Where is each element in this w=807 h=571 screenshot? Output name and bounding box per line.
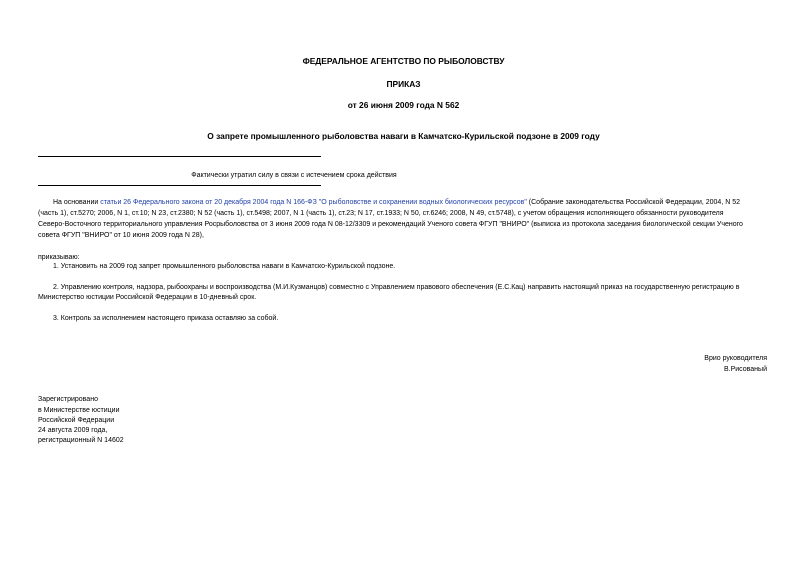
registration-date: 24 августа 2009 года,	[38, 427, 108, 434]
divider-top	[38, 156, 321, 157]
document-type: ПРИКАЗ	[386, 79, 421, 89]
signature-role: Врио руководителя	[704, 355, 767, 362]
order-item-1: 1. Установить на 2009 год запрет промышленного рыболовства наваги в Камчатско-Курильской подзоне.	[53, 263, 396, 270]
preamble-line-1	[53, 197, 740, 208]
preamble-line-2: (часть 1), ст.5270; 2006, N 1, ст.10; N 23, ст.2380; N 52 (часть 1), ст.5498; 2007, N 1 (часть 1), ст.23; N 17, ст.1933; N 50, ст.6246; 2008, N 49, ст.5748), с учетом обращения исполняющего обязанности руководителя	[38, 210, 724, 217]
order-item-2-line-2: Министерство юстиции Российской Федерации в 10-дневный срок.	[38, 294, 257, 301]
order-word: приказываю:	[38, 254, 80, 261]
registration-number: регистрационный N 14602	[38, 437, 124, 444]
signature-name: В.Рисованый	[723, 366, 767, 373]
registration-line-1: Зарегистрировано	[38, 396, 98, 403]
preamble-prefix: На основании	[53, 199, 101, 206]
registration-line-3: Российской Федерации	[38, 417, 115, 424]
law-link[interactable]: статьи 26 Федерального закона от 20 декабря 2004 года N 166-ФЗ "О рыболовстве и сохранении водных биологических ресурсов"	[100, 199, 527, 206]
preamble-line-3: Северо-Восточного территориального управления Росрыболовства от 3 июня 2009 года N 08-12/3309 и рекомендаций Ученого совета ФГУП "ВНИРО" (выписка из протокола заседания биологической секции Ученого	[38, 221, 743, 228]
document-title: О запрете промышленного рыболовства наваги в Камчатско-Курильской подзоне в 2009 году	[207, 131, 600, 141]
order-item-3: 3. Контроль за исполнением настоящего приказа оставляю за собой.	[53, 315, 279, 322]
order-item-2-line-1: 2. Управлению контроля, надзора, рыбоохраны и воспроизводства (М.И.Кузманцов) совместно с Управлением правового обеспечения (Е.С.Кац) направить настоящий приказ на государственную регистрацию в	[53, 284, 740, 291]
status-note: Фактически утратил силу в связи с истечением срока действия	[191, 172, 397, 179]
preamble-line-4: совета ФГУП "ВНИРО" от 10 июня 2009 года N 28),	[38, 232, 204, 239]
divider-bottom	[38, 185, 321, 186]
document-date-number: от 26 июня 2009 года N 562	[347, 100, 460, 110]
preamble-suffix: (Собрание законодательства Российской Федерации, 2004, N 52	[526, 199, 741, 206]
agency-name: ФЕДЕРАЛЬНОЕ АГЕНТСТВО ПО РЫБОЛОВСТВУ	[302, 56, 505, 66]
registration-line-2: в Министерстве юстиции	[38, 407, 120, 414]
